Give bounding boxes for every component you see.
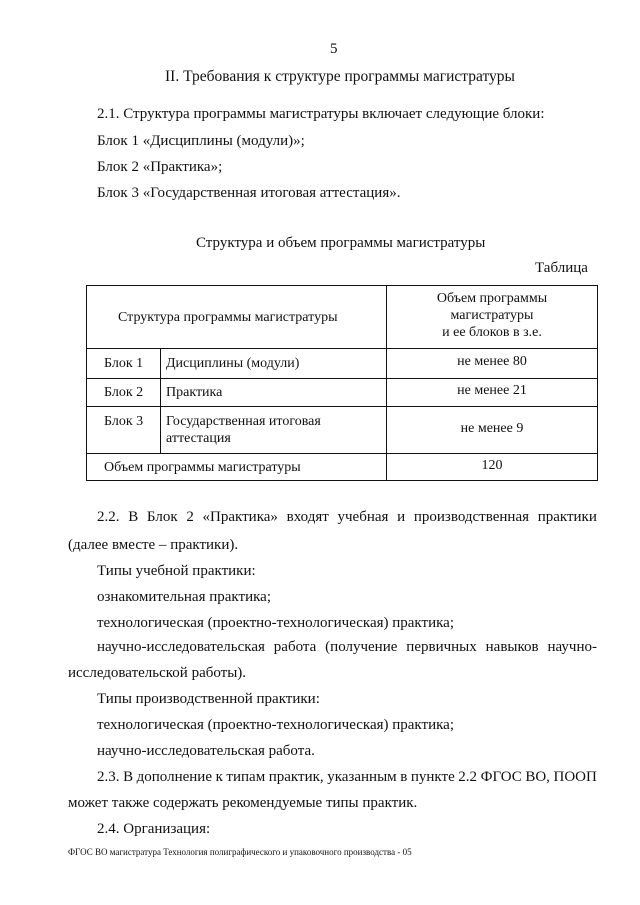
word: пункте (410, 769, 455, 785)
word: В (128, 509, 139, 525)
word: учебная (337, 509, 389, 525)
table-cell-block: Блок 1 (104, 356, 144, 371)
word: научно- (547, 639, 597, 655)
word: ФГОС (480, 769, 522, 785)
research-item-line: исследовательской работы). (68, 665, 247, 681)
prod-practice-title: Типы производственной практики: (97, 691, 320, 707)
table-cell-name: Практика (166, 385, 223, 400)
word: практик, (268, 769, 324, 785)
paragraph-2-2-line (97, 508, 597, 526)
word: практики (537, 509, 597, 525)
table-cell-name: Государственная итоговая (166, 414, 321, 429)
table-label: Таблица (535, 260, 588, 276)
word: типам (226, 769, 266, 785)
word: 2.2. (97, 509, 120, 525)
word: к (215, 769, 223, 785)
word: научно-исследовательская (97, 639, 265, 655)
word: ВО, (525, 769, 550, 785)
word: навыков (485, 639, 539, 655)
word: в (400, 769, 408, 785)
table-title: Структура и объем программы магистратуры (196, 235, 486, 251)
edu-practice-item: ознакомительная практика; (97, 589, 271, 605)
prod-practice-item: технологическая (проектно-технологическая) практика; (97, 717, 454, 733)
table-header-volume-line: и ее блоков в з.е. (442, 325, 542, 340)
word: указанным (327, 769, 397, 785)
word: «Практика» (202, 509, 278, 525)
footer-text: ФГОС ВО магистратура Технология полиграфического и упаковочного производства - 05 (68, 847, 412, 857)
table-total-value: 120 (481, 458, 503, 473)
research-item-line (97, 638, 597, 656)
word: производственная (413, 509, 529, 525)
word: (получение (325, 639, 398, 655)
word: 2 (186, 509, 194, 525)
block-list-item: Блок 2 «Практика»; (97, 159, 223, 175)
word: ПООП (553, 769, 597, 785)
word: и (397, 509, 406, 525)
paragraph-2-2-line: (далее вместе – практики). (68, 537, 239, 553)
word: В (123, 769, 134, 785)
table-cell-name: Дисциплины (модули) (166, 356, 300, 371)
paragraph-2-4: 2.4. Организация: (97, 821, 211, 837)
table-total-label: Объем программы магистратуры (104, 460, 301, 475)
section-title: II. Требования к структуре программы магистратуры (165, 68, 515, 85)
paragraph-2-3-line (97, 768, 597, 786)
table-header-volume-line: Объем программы (436, 291, 548, 306)
edu-practice-item: технологическая (проектно-технологическая) практика; (97, 615, 454, 631)
word: 2.3. (97, 769, 120, 785)
paragraph-2-1: 2.1. Структура программы магистратуры включает следующие блоки: (97, 106, 545, 122)
table-cell-value: не менее 80 (457, 354, 527, 369)
word: Блок (146, 509, 178, 525)
block-list-item: Блок 3 «Государственная итоговая аттестация». (97, 185, 401, 201)
table-cell-block: Блок 3 (104, 414, 144, 429)
edu-practice-title: Типы учебной практики: (97, 563, 256, 579)
word: дополнение (136, 769, 212, 785)
table-header-structure: Структура программы магистратуры (118, 310, 338, 325)
table-header-volume-line: магистратуры (450, 308, 534, 323)
word: 2.2 (458, 769, 478, 785)
word: входят (286, 509, 329, 525)
block-list-item: Блок 1 «Дисциплины (модули)»; (97, 133, 305, 149)
page-number: 5 (330, 41, 338, 57)
table-cell-value: не менее 21 (457, 383, 527, 398)
paragraph-2-3-line: может также содержать рекомендуемые типы практик. (68, 795, 418, 811)
table-cell-name: аттестация (166, 431, 231, 446)
table-cell-value: не менее 9 (460, 421, 524, 436)
word: работа (273, 639, 317, 655)
table-cell-block: Блок 2 (104, 385, 144, 400)
prod-practice-item: научно-исследовательская работа. (97, 743, 315, 759)
word: первичных (406, 639, 477, 655)
